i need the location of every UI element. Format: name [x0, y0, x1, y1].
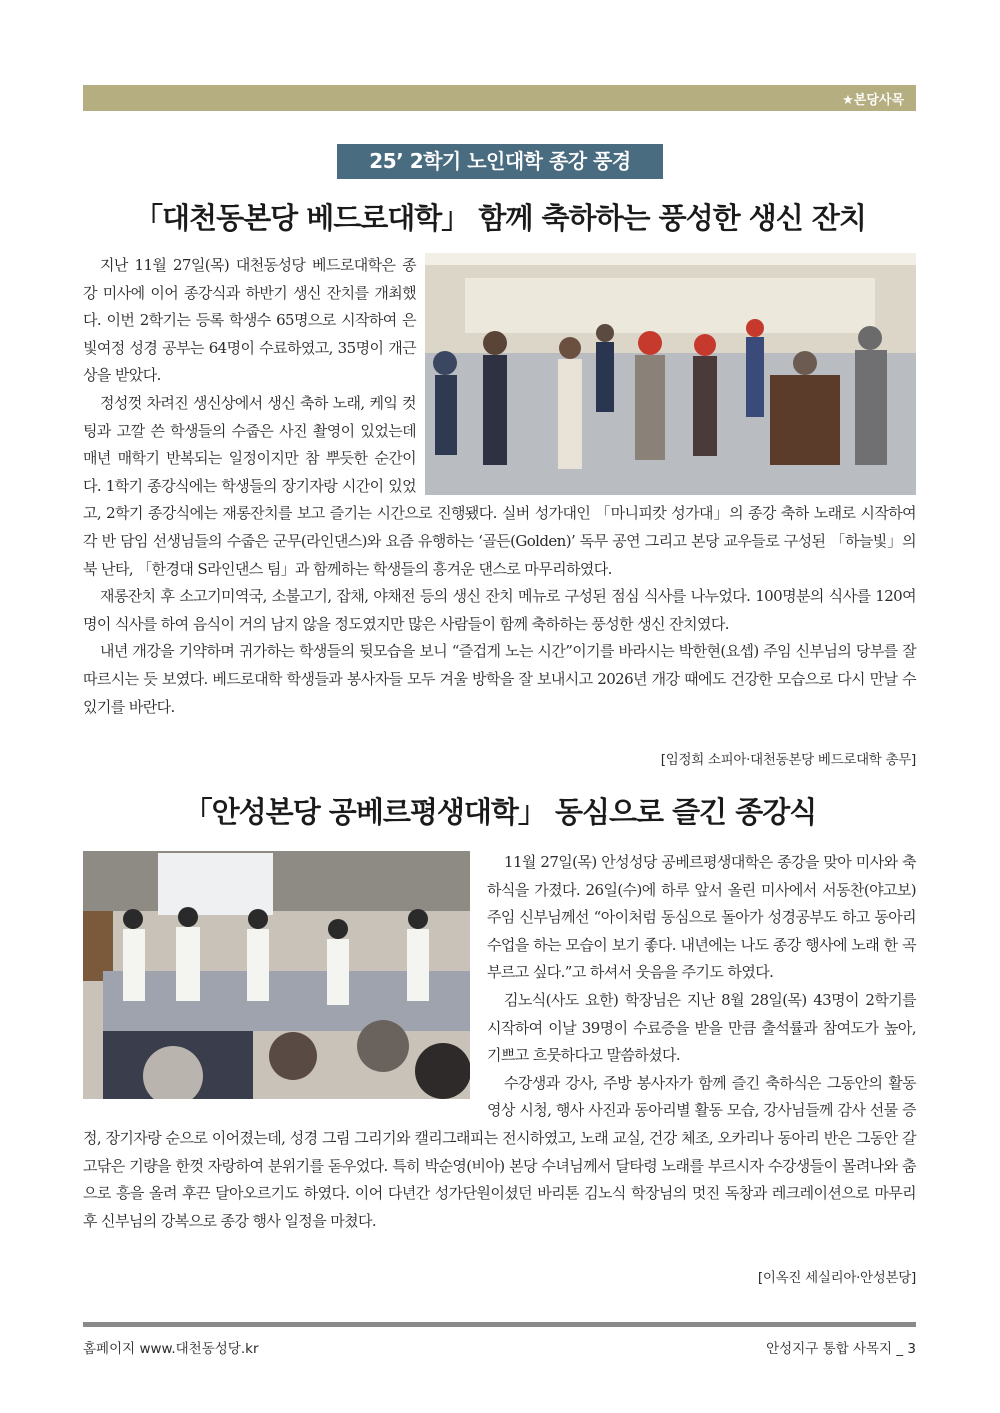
footer-page-info: 안성지구 통합 사목지 _ 3 — [766, 1341, 916, 1357]
article2-body — [83, 849, 916, 1235]
article1-paragraph: 정성껏 차려진 생신상에서 생신 축하 노래, 케잌 컷팅과 고깔 쓴 학생들의 수줍은 사진 촬영이 있었는데 매년 매학기 반복되는 일정이지만 참 뿌듯한 순간이다. 1학기 종강식에는 학생들의 장기자랑 시간이 있었고, 2학기 종강식에는 재롱잔치를 보고 즐기는 시간으로 진행됐다. 실버 성가대인 「마니피캇 성가대」의 종강 축하 노래로 시작하여 각 반 담임 선생님들의 수줍은 군무(라인댄스)와 요즘 유행하는 ‘골든(Golden)’ 독무 공연 그리고 본당 교우들로 구성된 「하늘빛」의 북 난타, 「한경대 S라인댄스 팀」과 함께하는 학생들의 흥겨운 댄스로 마무리하였다. — [83, 393, 916, 578]
article1-photo-spacer — [416, 252, 916, 496]
article1-title: 「대천동본당 베드로대학」 함께 축하하는 풍성한 생신 잔치 — [134, 201, 866, 235]
article1-body — [83, 252, 916, 721]
article1-credit: [임정희 소피아·대천동본당 베드로대학 총무] — [660, 752, 916, 768]
topic-banner: 25’ 2학기 노인대학 종강 풍경 — [337, 144, 663, 179]
article2-paragraph: 김노식(사도 요한) 학장님은 지난 8월 28일(목) 43명이 2학기를 시작하여 이날 39명이 수료증을 받을 만큼 출석률과 참여도가 높아, 기쁘고 흐뭇하다고 말씀하셨다. — [487, 990, 916, 1065]
article2-paragraph: 11월 27일(목) 안성성당 공베르평생대학은 종강을 맞아 미사와 축하식을 가졌다. 26일(수)에 하루 앞서 올린 미사에서 서동찬(야고보) 주임 신부님께선 “아이처럼 동심으로 돌아가 성경공부도 하고 동아리 수업을 하는 모습이 보기 좋다. 내년에는 나도 종강 행사에 노래 한 곡 부르고 싶다.”고 하셔서 웃음을 주기도 하였다. — [487, 853, 916, 982]
section-label: ★본당사목 — [842, 93, 904, 108]
article1-paragraph: 지난 11월 27일(목) 대천동성당 베드로대학은 종강 미사에 이어 종강식과 하반기 생신 잔치를 개최했다. 이번 2학기는 등록 학생수 65명으로 시작하여 은빛여정 성경 공부는 64명이 수료하였고, 35명이 개근상을 받았다. — [83, 256, 416, 385]
article1-paragraph: 재롱잔치 후 소고기미역국, 소불고기, 잡채, 야채전 등의 생신 잔치 메뉴로 구성된 점심 식사를 나누었다. 100명분의 식사를 120여 명이 식사를 하여 음식이 거의 남지 않을 정도였지만 많은 사람들이 함께 축하하는 풍성한 생신 잔치였다. — [83, 587, 916, 633]
article2-paragraph: 수강생과 강사, 주방 봉사자가 함께 즐긴 축하식은 그동안의 활동 영상 시청, 행사 사진과 동아리별 활동 모습, 강사님들께 감사 선물 증정, 장기자랑 순으로 이어졌는데, 성경 그림 그리기와 캘리그래피는 전시하였고, 노래 교실, 건강 체조, 오카리나 동아리 반은 그동안 갈고닦은 기량을 한껏 자랑하여 분위기를 돋우었다. 특히 박순영(비아) 본당 수녀님께서 달타령 노래를 부르시자 수강생들이 몰려나와 춤으로 흥을 올려 후끈 달아오르기도 하였다. 이어 다년간 성가단원이셨던 바리톤 김노식 학장님의 멋진 독창과 레크레이션으로 마무리 후 신부님의 강복으로 종강 행사 일정을 마쳤다. — [83, 1073, 916, 1230]
article1-paragraph: 내년 개강을 기약하며 귀가하는 학생들의 뒷모습을 보니 “즐겁게 노는 시간”이기를 바라시는 박한현(요셉) 주임 신부님의 당부를 잘 따르시는 듯 보였다. 베드로대학 학생들과 봉사자들 모두 겨울 방학을 잘 보내시고 2026년 개강 때에도 건강한 모습으로 다시 만날 수 있기를 바란다. — [83, 642, 916, 716]
article2-title: 「안성본당 공베르평생대학」 동심으로 즐긴 종강식 — [183, 795, 817, 829]
article2-credit: [이옥진 세실리아·안성본당] — [757, 1270, 916, 1286]
footer-homepage: 홈페이지 www.대천동성당.kr — [83, 1341, 259, 1357]
header-bar — [83, 85, 916, 111]
article2-photo-spacer — [83, 849, 487, 1100]
footer-divider — [83, 1322, 916, 1327]
